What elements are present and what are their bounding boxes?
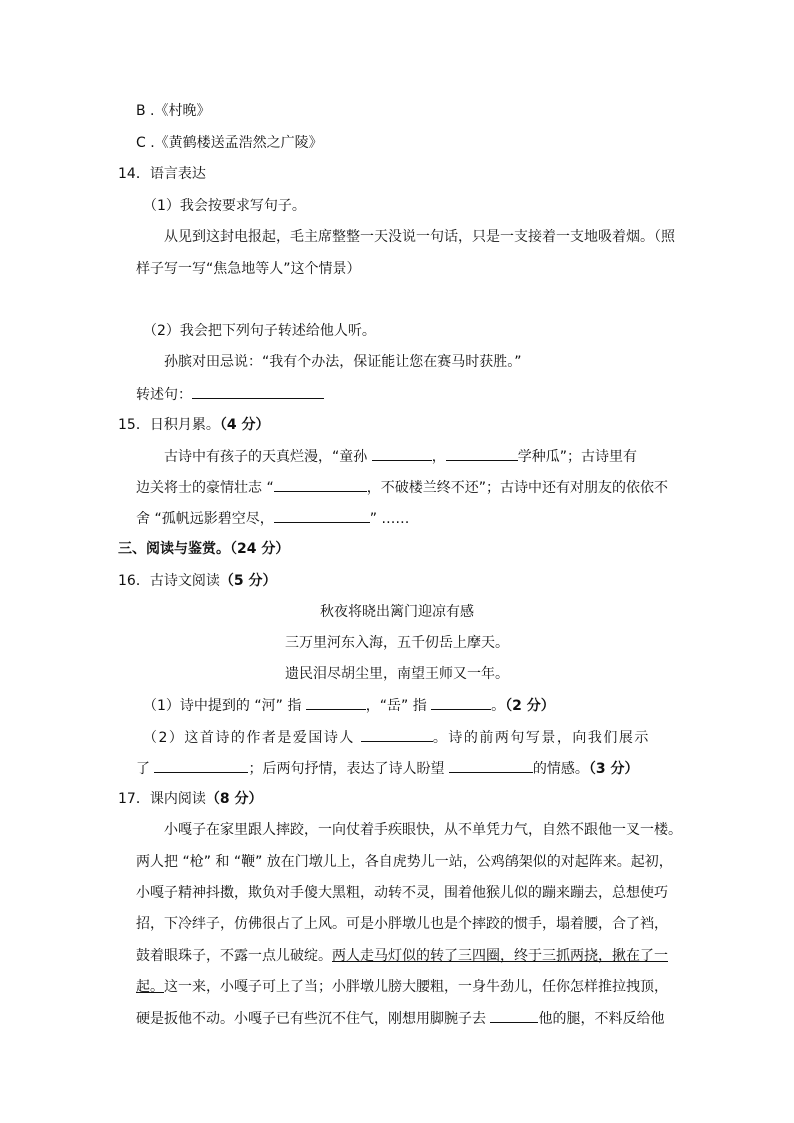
underlined-sentence-end: 起。 (136, 979, 164, 995)
q15-l1-c: 学种瓜”；古诗里有 (517, 449, 637, 465)
fill-blank[interactable] (274, 508, 370, 523)
q15-line1 (164, 446, 637, 467)
option-b: B .《村晚》 (136, 103, 211, 119)
q16-s1-b: ，“岳” 指 (365, 698, 432, 714)
q15-l3-b: ” …… (369, 511, 410, 527)
fill-blank[interactable] (361, 727, 433, 742)
fill-blank[interactable] (449, 758, 533, 773)
fill-blank[interactable] (490, 1008, 538, 1023)
question-17-title (118, 789, 262, 809)
q15-line3 (136, 508, 409, 529)
q17-points: （8 分） (205, 791, 263, 807)
q16-sub2-line2 (136, 758, 639, 779)
fill-blank[interactable] (274, 477, 367, 492)
q15-points: （4 分） (219, 417, 270, 433)
passage-line-1: 小嘎子在家里跟人摔跤，一向仗着手疾眼快，从不单凭力气，自然不跟他一叉一楼。 (164, 822, 682, 838)
q14-sub1-line1: 从见到这封电报起，毛主席整整一天没说一句话，只是一支接着一支地吸着烟。（照 (164, 229, 675, 245)
option-c: C .《黄鹤楼送孟浩然之广陵》 (136, 135, 323, 151)
q16-s1-c: 。 (491, 698, 506, 714)
q14-answer-row (136, 384, 324, 405)
q14-answer-label: 转述句： (136, 387, 192, 403)
passage-line-4: 招，下冷绊子，仿佛很占了上风。可是小胖墩儿也是个摔跤的惯手，塌着腰，合了裆， (136, 916, 668, 932)
q16-sub1 (143, 695, 555, 716)
fill-blank[interactable] (431, 695, 491, 710)
answer-blank[interactable] (192, 384, 324, 399)
question-16-title (118, 571, 276, 591)
question-14-title: 14．语言表达 (118, 166, 206, 182)
q16-s2-d: ；后两句抒情，表达了诗人盼望 (248, 761, 449, 777)
section-3-title: 三、阅读与鉴赏。（24 分） (118, 541, 290, 557)
q16-s2-a: （2）这首诗的作者是爱国诗人 (143, 730, 361, 746)
q15-l2-a: 边关将士的豪情壮志 “ (136, 480, 274, 496)
q16-s2-b: 。诗的前两句写景，向我们展示 (432, 730, 650, 746)
q15-line2 (136, 477, 668, 498)
passage-6-plain: 这一来，小嘎子可上了当；小胖墩儿膀大腰粗，一身牛劲儿，任你怎样推拉拽顶， (164, 979, 668, 995)
q14-sub2-quote: 孙膑对田忌说：“我有个办法，保证能让您在赛马时获胜。” (164, 354, 522, 370)
q15-title-text: 15．日积月累。 (118, 417, 220, 433)
q16-title-text: 16．古诗文阅读 (118, 573, 220, 589)
q15-l3-a: 舍 “孤帆远影碧空尽， (136, 511, 274, 527)
passage-line-2: 两人把 “枪” 和 “鞭” 放在门墩儿上，各自虎势儿一站，公鸡鹐架似的对起阵来。起初， (136, 854, 673, 870)
q15-l1-b: ， (431, 449, 446, 465)
fill-blank[interactable] (446, 446, 518, 461)
q14-sub2-label: （2）我会把下列句子转述给他人听。 (143, 323, 376, 339)
q16-sub2-line1 (143, 727, 650, 748)
fill-blank[interactable] (154, 758, 248, 773)
underlined-sentence: 两人走马灯似的转了三四圈，终于三抓两挠，揪在了一 (332, 948, 668, 964)
poem-line-2: 遗民泪尽胡尘里，南望王师又一年。 (285, 666, 509, 682)
q16-s2-points: （3 分） (588, 761, 639, 777)
q16-s2-e: 的情感。 (532, 761, 589, 777)
question-15-title (118, 415, 269, 435)
q15-l2-b: ，不破楼兰终不还”；古诗中还有对朋友的依依不 (366, 480, 668, 496)
q16-s1-points: （2 分） (505, 698, 555, 714)
fill-blank[interactable] (372, 446, 432, 461)
q14-sub1-label: （1）我会按要求写句子。 (143, 198, 306, 214)
poem-line-1: 三万里河东入海，五千仞岳上摩天。 (285, 635, 509, 651)
q16-s2-c: 了 (136, 761, 155, 777)
fill-blank[interactable] (306, 695, 366, 710)
q15-l1-a: 古诗中有孩子的天真烂漫，“童孙 (164, 449, 372, 465)
poem-title: 秋夜将晓出篱门迎凉有感 (320, 604, 474, 620)
q16-s1-a: （1）诗中提到的 “河” 指 (143, 698, 306, 714)
q17-title-text: 17．课内阅读 (118, 791, 206, 807)
q16-points: （5 分） (219, 573, 277, 589)
passage-line-6 (136, 977, 668, 997)
passage-line-5 (136, 946, 668, 966)
passage-5-plain: 鼓着眼珠子，不露一点儿破绽。 (136, 948, 332, 964)
passage-line-7 (136, 1008, 664, 1029)
passage-line-3: 小嘎子精神抖擞，欺负对手傻大黑粗，动转不灵，围着他猴儿似的蹦来蹦去，总想使巧 (136, 885, 668, 901)
passage-7-a: 硬是扳他不动。小嘎子已有些沉不住气，刚想用脚腕子去 (136, 1011, 491, 1027)
passage-7-b: 他的腿，不料反给他 (538, 1011, 665, 1027)
q14-sub1-line2: 样子写一写“焦急地等人”这个情景） (136, 261, 361, 277)
